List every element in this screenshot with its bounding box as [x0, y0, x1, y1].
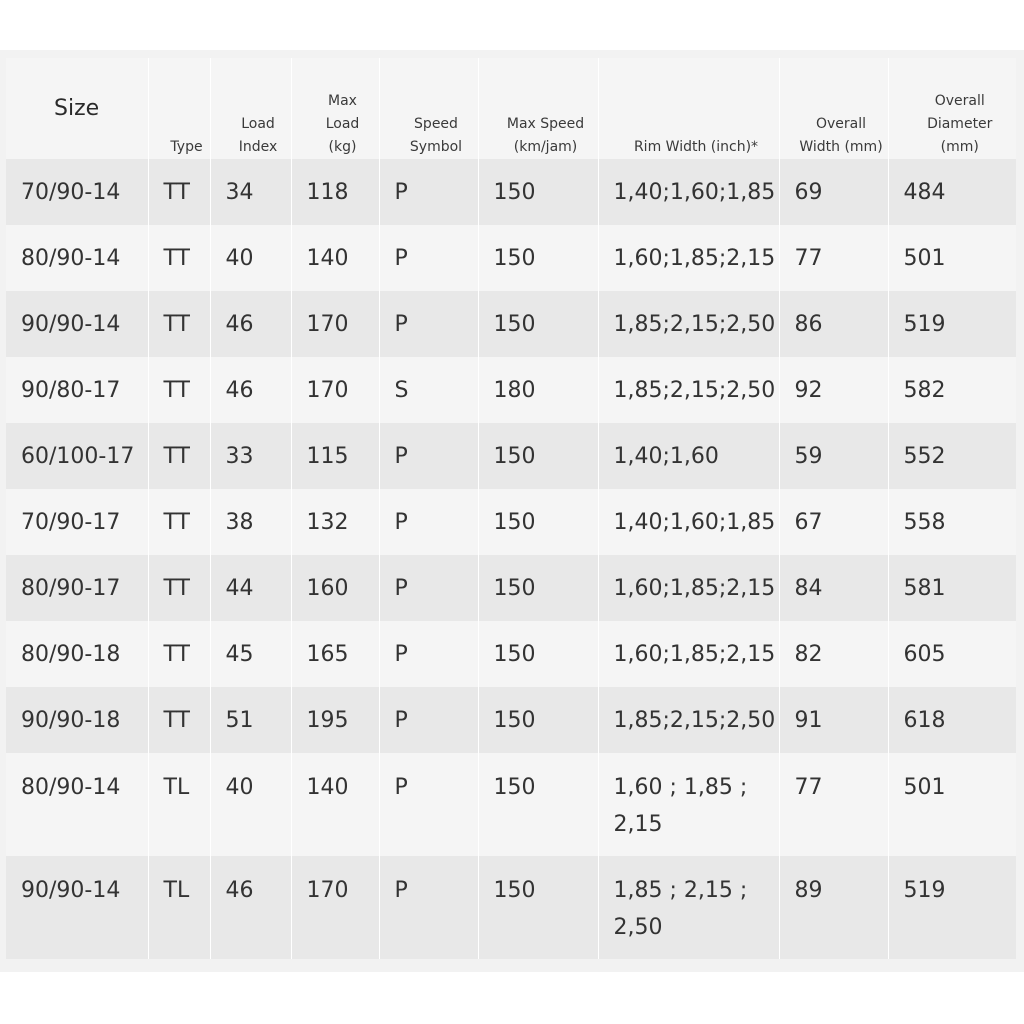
cell-max-speed: 150	[478, 753, 598, 856]
table-row	[6, 555, 1016, 621]
cell-max-speed: 150	[478, 159, 598, 225]
header-speed-symbol: Speed Symbol	[379, 58, 478, 159]
cell-speed-symbol: P	[379, 225, 478, 291]
cell-load-index: 33	[210, 423, 291, 489]
cell-max-speed: 150	[478, 489, 598, 555]
cell-rim-width: 1,40;1,60	[598, 423, 779, 489]
table-row	[6, 687, 1016, 753]
header-rim-width: Rim Width (inch)*	[598, 58, 779, 159]
cell-type: TT	[148, 291, 210, 357]
header-load-index: Load Index	[210, 58, 291, 159]
cell-size: 80/90-18	[6, 621, 148, 687]
tire-spec-table	[6, 58, 1016, 959]
cell-size: 90/90-18	[6, 687, 148, 753]
cell-type: TT	[148, 225, 210, 291]
cell-speed-symbol: P	[379, 489, 478, 555]
cell-overall-diameter: 519	[903, 311, 946, 337]
cell-rim-width: 1,60;1,85;2,15	[598, 555, 779, 621]
cell-max-load: 132	[291, 489, 379, 555]
cell-max-load: 170	[291, 856, 379, 959]
cell-max-speed: 150	[478, 555, 598, 621]
cell-rim-width: 1,60 ; 1,85 ; 2,15	[598, 753, 779, 856]
cell-rim-width: 1,60;1,85;2,15	[598, 621, 779, 687]
cell-max-speed: 150	[478, 291, 598, 357]
header-size: Size	[6, 58, 148, 159]
cell-overall-width: 77	[779, 753, 888, 856]
cell-max-load: 115	[291, 423, 379, 489]
cell-overall-diameter: 581	[903, 575, 946, 601]
table-row	[6, 621, 1016, 687]
cell-max-load: 165	[291, 621, 379, 687]
cell-overall-width: 91	[779, 687, 888, 753]
cell-size: 60/100-17	[6, 423, 148, 489]
cell-type: TL	[148, 753, 210, 856]
cell-max-speed: 150	[478, 621, 598, 687]
cell-speed-symbol: P	[379, 621, 478, 687]
header-max-load: Max Load (kg)	[291, 58, 379, 159]
cell-overall-diameter: 552	[903, 443, 946, 469]
cell-max-load: 160	[291, 555, 379, 621]
cell-load-index: 46	[210, 856, 291, 959]
cell-size: 90/90-14	[6, 856, 148, 959]
cell-overall-width: 84	[779, 555, 888, 621]
cell-type: TT	[148, 621, 210, 687]
header-type: Type	[148, 58, 210, 159]
cell-rim-width: 1,85 ; 2,15 ; 2,50	[598, 856, 779, 959]
table-header-row	[6, 58, 1016, 159]
cell-speed-symbol: P	[379, 753, 478, 856]
cell-max-load: 195	[291, 687, 379, 753]
cell-size: 90/80-17	[6, 357, 148, 423]
cell-overall-diameter: 618	[903, 707, 946, 733]
cell-overall-width: 69	[779, 159, 888, 225]
cell-rim-width: 1,85;2,15;2,50	[598, 291, 779, 357]
cell-overall-width: 77	[779, 225, 888, 291]
header-max-speed: Max Speed (km/jam)	[478, 58, 598, 159]
cell-size: 90/90-14	[6, 291, 148, 357]
cell-type: TT	[148, 159, 210, 225]
cell-overall-diameter: 484	[903, 179, 946, 205]
cell-speed-symbol: P	[379, 687, 478, 753]
cell-load-index: 40	[210, 753, 291, 856]
cell-speed-symbol: P	[379, 555, 478, 621]
header-overall-diameter: Overall Diameter (mm)	[927, 93, 993, 155]
cell-load-index: 45	[210, 621, 291, 687]
cell-size: 80/90-14	[6, 225, 148, 291]
cell-type: TT	[148, 357, 210, 423]
cell-load-index: 34	[210, 159, 291, 225]
cell-overall-width: 59	[779, 423, 888, 489]
cell-speed-symbol: P	[379, 423, 478, 489]
cell-type: TT	[148, 489, 210, 555]
table-row	[6, 291, 1016, 357]
cell-overall-width: 92	[779, 357, 888, 423]
cell-overall-width: 67	[779, 489, 888, 555]
cell-speed-symbol: P	[379, 159, 478, 225]
cell-rim-width: 1,40;1,60;1,85	[598, 159, 779, 225]
cell-type: TL	[148, 856, 210, 959]
cell-size: 70/90-17	[6, 489, 148, 555]
cell-rim-width: 1,40;1,60;1,85	[598, 489, 779, 555]
cell-max-speed: 150	[478, 687, 598, 753]
cell-size: 70/90-14	[6, 159, 148, 225]
cell-rim-width: 1,85;2,15;2,50	[598, 687, 779, 753]
cell-overall-width: 82	[779, 621, 888, 687]
cell-overall-diameter: 501	[903, 245, 946, 271]
header-overall-width: Overall Width (mm)	[779, 58, 888, 159]
cell-rim-width: 1,60;1,85;2,15	[598, 225, 779, 291]
cell-overall-diameter: 605	[903, 641, 946, 667]
cell-speed-symbol: P	[379, 856, 478, 959]
cell-max-speed: 180	[478, 357, 598, 423]
cell-max-load: 140	[291, 225, 379, 291]
cell-max-speed: 150	[478, 856, 598, 959]
table-row	[6, 753, 1016, 856]
cell-load-index: 44	[210, 555, 291, 621]
table-row	[6, 159, 1016, 225]
cell-speed-symbol: S	[379, 357, 478, 423]
cell-load-index: 51	[210, 687, 291, 753]
cell-overall-width: 89	[779, 856, 888, 959]
cell-type: TT	[148, 555, 210, 621]
table-row	[6, 489, 1016, 555]
table-row	[6, 856, 1016, 959]
cell-max-speed: 150	[478, 225, 598, 291]
table-row	[6, 225, 1016, 291]
cell-max-speed: 150	[478, 423, 598, 489]
cell-speed-symbol: P	[379, 291, 478, 357]
cell-rim-width: 1,85;2,15;2,50	[598, 357, 779, 423]
cell-overall-diameter: 582	[903, 377, 946, 403]
cell-max-load: 170	[291, 291, 379, 357]
cell-load-index: 46	[210, 291, 291, 357]
table-row	[6, 423, 1016, 489]
cell-max-load: 118	[291, 159, 379, 225]
cell-overall-diameter: 519	[903, 878, 946, 903]
cell-overall-diameter: 558	[903, 509, 946, 535]
cell-size: 80/90-17	[6, 555, 148, 621]
cell-size: 80/90-14	[6, 753, 148, 856]
table-row	[6, 357, 1016, 423]
cell-load-index: 46	[210, 357, 291, 423]
cell-type: TT	[148, 423, 210, 489]
cell-max-load: 140	[291, 753, 379, 856]
cell-overall-diameter: 501	[903, 775, 946, 800]
cell-overall-width: 86	[779, 291, 888, 357]
cell-type: TT	[148, 687, 210, 753]
cell-load-index: 40	[210, 225, 291, 291]
cell-max-load: 170	[291, 357, 379, 423]
table-body	[6, 159, 1016, 959]
cell-load-index: 38	[210, 489, 291, 555]
